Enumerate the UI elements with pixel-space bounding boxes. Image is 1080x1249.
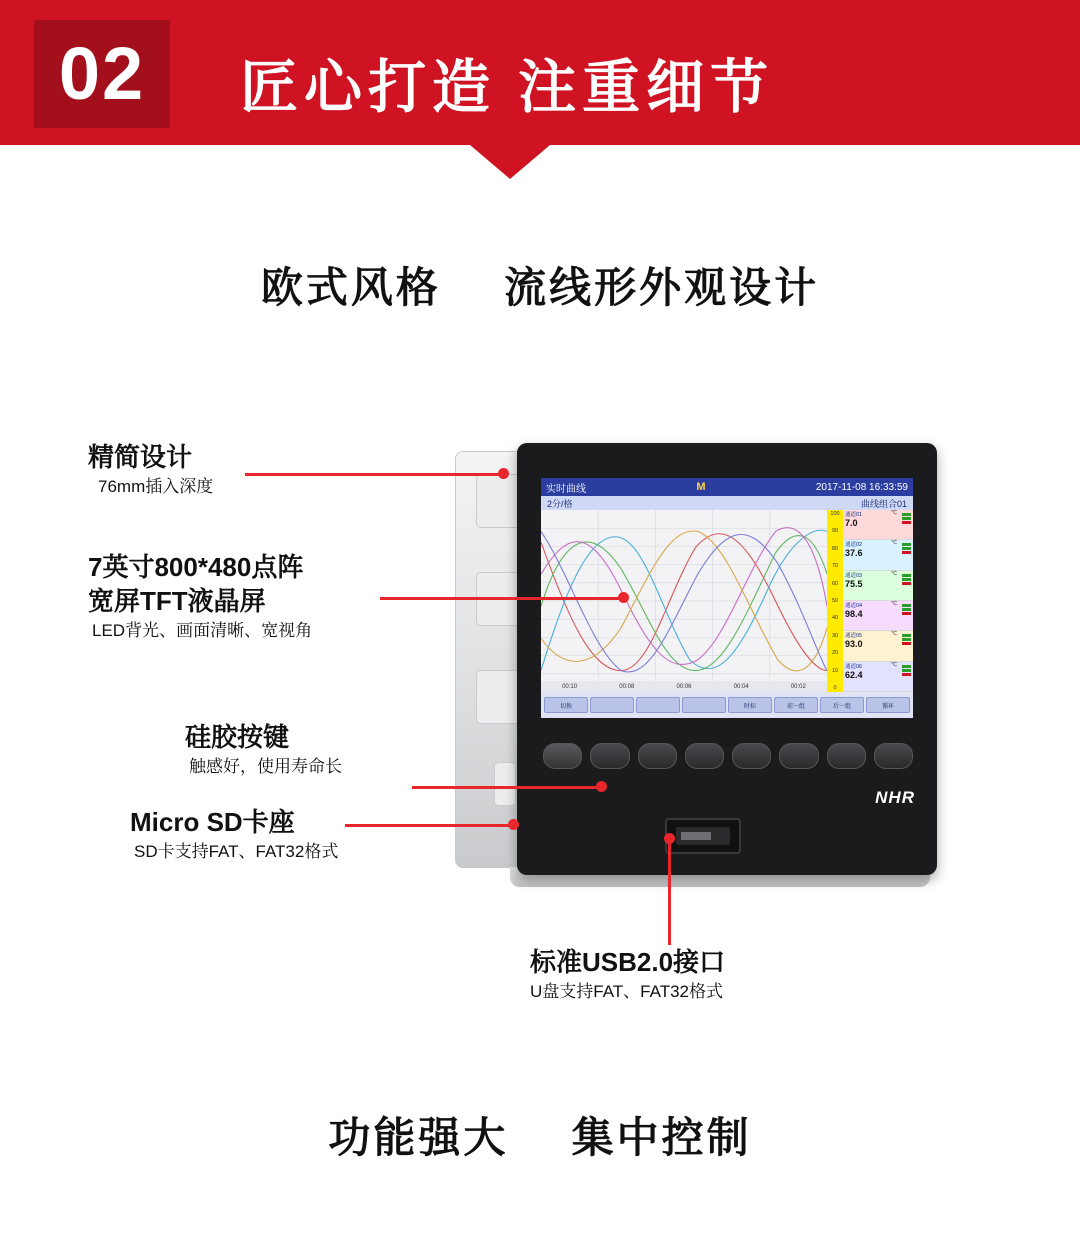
section-heading-top — [0, 255, 1080, 315]
channel-wrap — [827, 510, 913, 692]
heading-bottom-left: 功能强大 — [328, 1114, 509, 1161]
channel-unit: ℃ — [890, 631, 897, 638]
banner-title: 匠心打造 注重细节 — [240, 55, 775, 120]
section-heading-bottom — [0, 1105, 1080, 1165]
leader-line-2 — [380, 597, 625, 600]
channel-row[interactable] — [843, 540, 913, 570]
y-tick: 70 — [831, 563, 839, 570]
y-tick: 20 — [831, 650, 839, 657]
heading-bottom-right: 集中控制 — [571, 1114, 752, 1161]
annotation-display — [88, 550, 312, 644]
channel-name: 通道02 — [845, 542, 863, 549]
channel-unit: ℃ — [890, 661, 897, 668]
chart-x-axis — [541, 681, 827, 692]
softkey-timemark[interactable]: 时标 — [728, 697, 772, 713]
device-front-panel — [517, 443, 937, 875]
softkey-3[interactable] — [636, 697, 680, 713]
header-banner — [0, 0, 1080, 145]
keypad-button-4[interactable] — [685, 743, 724, 769]
trend-chart — [541, 510, 827, 692]
annotation-title: Micro SD卡座 — [130, 807, 295, 837]
device-illustration — [455, 443, 945, 886]
keypad-button-3[interactable] — [638, 743, 677, 769]
annotation-title: 硅胶按键 — [185, 722, 290, 752]
annotation-title: 精简设计 — [88, 442, 193, 472]
leader-line-1 — [245, 473, 505, 476]
keypad-button-7[interactable] — [827, 743, 866, 769]
keypad-button-6[interactable] — [779, 743, 818, 769]
channel-panel — [827, 510, 913, 692]
leader-line-4 — [345, 824, 515, 827]
heading-top-left: 欧式风格 — [260, 264, 441, 311]
channel-bar-icon — [902, 574, 911, 586]
channel-row[interactable] — [843, 662, 913, 692]
section-number: 02 — [58, 32, 146, 115]
screen-datetime: 2017-11-08 16:33:59 — [815, 481, 908, 493]
annotation-title-line1: 7英寸800*480点阵 — [88, 552, 304, 582]
leader-dot-1 — [498, 468, 509, 479]
softkey-4[interactable] — [682, 697, 726, 713]
keypad-button-1[interactable] — [543, 743, 582, 769]
leader-dot-3 — [596, 781, 607, 792]
x-tick: 00:10 — [562, 683, 578, 690]
x-tick: 00:04 — [733, 683, 749, 690]
annotation-sd-slot — [130, 805, 338, 865]
usb-port[interactable] — [665, 818, 741, 854]
screen-group-label: 曲线组合01 — [860, 498, 907, 509]
y-tick: 30 — [831, 632, 839, 639]
softkey-switch[interactable]: 切换 — [544, 697, 588, 713]
channel-list — [843, 510, 913, 692]
channel-value: 75.5 — [845, 578, 863, 589]
screen-scale-label: 2分/格 — [547, 498, 573, 509]
channel-row[interactable] — [843, 601, 913, 631]
y-tick: 100 — [830, 511, 840, 517]
softkey-cycle[interactable]: 循环 — [866, 697, 910, 713]
silicone-keypad — [543, 743, 913, 769]
channel-value: 62.4 — [845, 669, 863, 680]
screen-title: 实时曲线 — [546, 483, 586, 495]
channel-unit: ℃ — [890, 600, 897, 607]
softkey-2[interactable] — [590, 697, 634, 713]
channel-unit: ℃ — [890, 570, 897, 577]
trend-chart-svg — [541, 510, 827, 692]
x-tick: 00:02 — [790, 683, 806, 690]
device-brand-logo: NHR — [875, 788, 915, 807]
channel-value: 37.6 — [845, 548, 863, 559]
y-tick: 50 — [831, 597, 839, 604]
leader-dot-4 — [508, 819, 519, 830]
channel-row[interactable] — [843, 571, 913, 601]
brand-logo-icon: M — [696, 481, 706, 493]
channel-name: 通道06 — [845, 663, 863, 670]
channel-bar-icon — [902, 665, 911, 677]
channel-name: 通道04 — [845, 602, 863, 609]
screen-subbar — [541, 496, 913, 510]
channel-value: 7.0 — [845, 518, 858, 528]
banner-notch — [470, 145, 550, 179]
leader-line-3 — [412, 786, 602, 789]
softkey-prev-group[interactable]: 前一组 — [774, 697, 818, 713]
x-tick: 00:08 — [619, 683, 635, 690]
keypad-button-5[interactable] — [732, 743, 771, 769]
leader-dot-2 — [618, 592, 629, 603]
channel-value: 98.4 — [845, 608, 863, 619]
y-tick: 10 — [831, 667, 839, 674]
annotation-desc: 76mm插入深度 — [98, 477, 214, 496]
channel-value: 93.0 — [845, 639, 863, 650]
y-tick: 90 — [831, 528, 839, 535]
section-number-box — [34, 20, 170, 128]
channel-bar-icon — [902, 513, 911, 525]
annotation-desc: SD卡支持FAT、FAT32格式 — [134, 842, 339, 861]
channel-row[interactable] — [843, 510, 913, 540]
y-tick: 40 — [831, 615, 839, 622]
annotation-keypad — [185, 720, 342, 780]
channel-row[interactable] — [843, 631, 913, 661]
leader-dot-5 — [664, 833, 675, 844]
y-tick: 0 — [833, 684, 837, 691]
sd-card-slot — [494, 762, 516, 806]
channel-name: 通道05 — [845, 633, 863, 640]
screen-softkey-bar — [541, 692, 913, 718]
channel-bar-icon — [902, 604, 911, 616]
annotation-desc: LED背光、画面清晰、宽视角 — [92, 621, 313, 640]
heading-top-right: 流线形外观设计 — [504, 264, 820, 311]
screen-titlebar — [541, 478, 913, 496]
softkey-next-group[interactable]: 后一组 — [820, 697, 864, 713]
keypad-button-2[interactable] — [590, 743, 629, 769]
annotation-simple-design — [88, 440, 213, 500]
chart-y-axis — [827, 510, 843, 692]
annotation-desc: 触感好，使用寿命长 — [189, 757, 342, 776]
annotation-usb — [530, 945, 725, 1005]
annotation-title: 标准USB2.0接口 — [530, 947, 726, 977]
annotation-desc: U盘支持FAT、FAT32格式 — [530, 982, 724, 1001]
screen-main-area — [541, 510, 913, 692]
channel-unit: ℃ — [890, 540, 897, 547]
usb-connector-icon — [676, 827, 730, 845]
x-tick: 00:06 — [676, 683, 692, 690]
annotation-title-line2: 宽屏TFT液晶屏 — [88, 586, 266, 616]
y-tick: 60 — [831, 580, 839, 587]
keypad-button-8[interactable] — [874, 743, 913, 769]
channel-bar-icon — [902, 634, 911, 646]
leader-line-5 — [668, 840, 671, 945]
channel-name: 通道03 — [845, 572, 863, 579]
y-tick: 80 — [831, 545, 839, 552]
channel-name: 通道01 — [845, 512, 863, 518]
channel-unit: ℃ — [890, 510, 897, 516]
channel-bar-icon — [902, 543, 911, 555]
